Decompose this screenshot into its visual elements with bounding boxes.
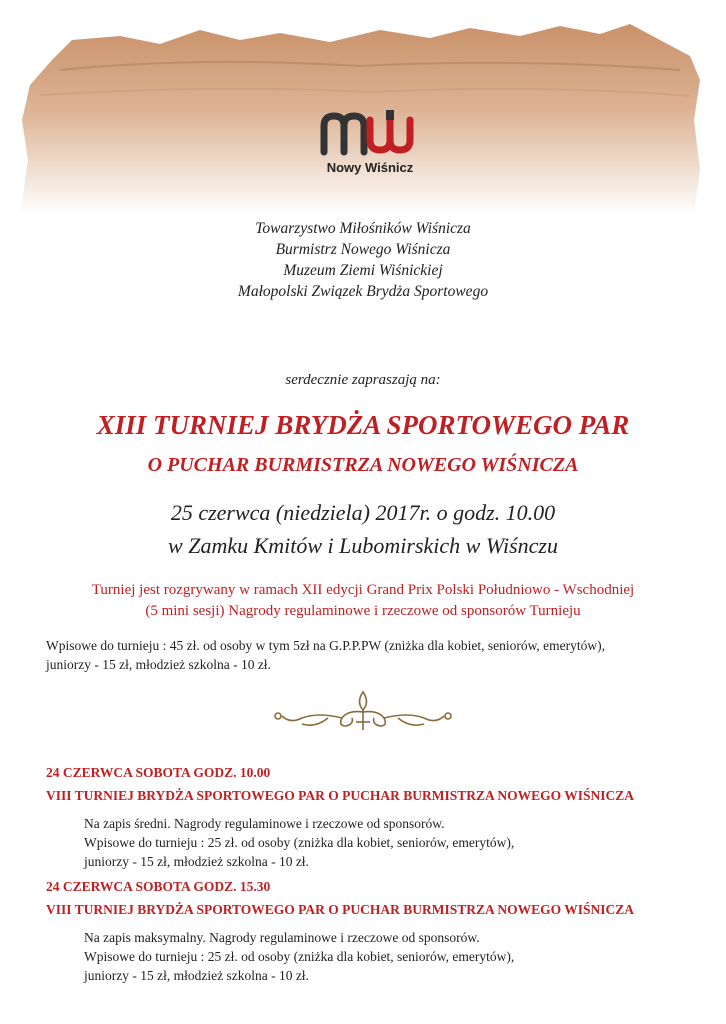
session-2-line: Na zapis maksymalny. Nagrody regulaminowe i rzeczowe od sponsorów. <box>84 930 480 945</box>
ornament-divider-icon <box>268 688 458 734</box>
session-2-line: Wpisowe do turnieju : 25 zł. od osoby (zniżka dla kobiet, seniorów, emerytów), <box>84 949 515 964</box>
logo <box>310 108 430 175</box>
session-1-title: VIII TURNIEJ BRYDŻA SPORTOWEGO PAR O PUCHAR BURMISTRZA NOWEGO WIŚNICZA <box>46 788 635 803</box>
session-1-line: Na zapis średni. Nagrody regulaminowe i rzeczowe od sponsorów. <box>84 816 445 831</box>
organizer-line: Muzeum Ziemi Wiśnickiej <box>283 262 443 279</box>
session-2-title: VIII TURNIEJ BRYDŻA SPORTOWEGO PAR O PUCHAR BURMISTRZA NOWEGO WIŚNICZA <box>46 902 635 917</box>
event-place: w Zamku Kmitów i Lubomirskich w Wiśnczu <box>168 533 558 558</box>
organizers-list <box>0 218 726 302</box>
mw-logo-icon <box>318 108 422 156</box>
event-date: 25 czerwca (niedziela) 2017r. o godz. 10.00 <box>170 500 556 525</box>
session-1-line: juniorzy - 15 zł, młodzież szkolna - 10 zł. <box>84 854 309 869</box>
event-title: XIII TURNIEJ BRYDŻA SPORTOWEGO PAR <box>96 410 630 440</box>
session-1-line: Wpisowe do turnieju : 25 zł. od osoby (zniżka dla kobiet, seniorów, emerytów), <box>84 835 515 850</box>
logo-text: Nowy Wiśnicz <box>326 160 414 175</box>
organizer-line: Małopolski Związek Brydża Sportowego <box>237 283 489 300</box>
organizer-line: Towarzystwo Miłośników Wiśnicza <box>255 220 471 237</box>
grand-prix-line: (5 mini sesji) Nagrody regulaminowe i rzeczowe od sponsorów Turnieju <box>145 603 581 619</box>
event-subtitle: O PUCHAR BURMISTRZA NOWEGO WIŚNICZA <box>147 454 579 476</box>
fee-line: Wpisowe do turnieju : 45 zł. od osoby w tym 5zł na G.P.P.PW (zniżka dla kobiet, seniorów, emerytów), <box>46 638 606 653</box>
organizer-line: Burmistrz Nowego Wiśnicza <box>275 241 451 258</box>
session-2-line: juniorzy - 15 zł, młodzież szkolna - 10 zł. <box>84 968 309 983</box>
grand-prix-info <box>0 580 726 622</box>
session-1-details <box>84 814 704 871</box>
grand-prix-line: Turniej jest rozgrywany w ramach XII edycji Grand Prix Polski Południowo - Wschodniej <box>91 582 635 598</box>
fee-line: juniorzy - 15 zł, młodzież szkolna - 10 zł. <box>46 657 271 672</box>
session-2-details <box>84 928 704 985</box>
entry-fee-info <box>46 636 716 674</box>
session-2-date: 24 CZERWCA SOBOTA GODZ. 15.30 <box>46 879 271 894</box>
session-1-date: 24 CZERWCA SOBOTA GODZ. 10.00 <box>46 765 271 780</box>
invite-text: serdecznie zapraszają na: <box>285 372 441 388</box>
